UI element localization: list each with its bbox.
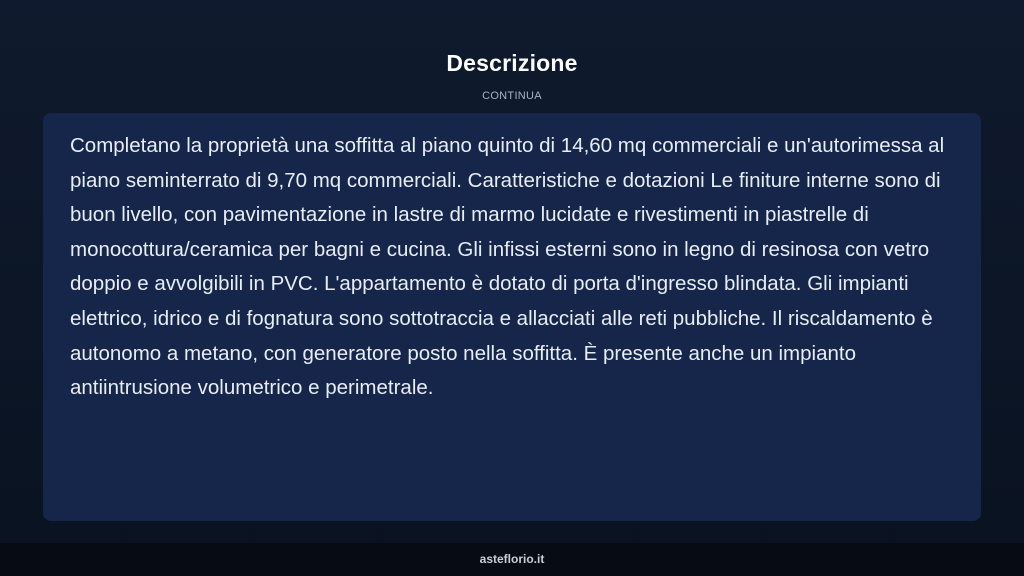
page-subtitle: CONTINUA	[482, 90, 542, 102]
page-title: Descrizione	[446, 50, 578, 76]
description-card	[43, 113, 981, 521]
footer-bar	[0, 543, 1024, 576]
footer-site-name: asteflorio.it	[479, 552, 545, 566]
description-text: Completano la proprietà una soffitta al piano quinto di 14,60 mq commerciali e un'autorimessa al piano seminterrato di 9,70 mq commerciali. Caratteristiche e dotazioni Le finiture interne sono di buon livello, con pavimentazione in lastre di marmo lucidate e rivestimenti in piastrelle di monocottura/ceramica per bagni e cucina. Gli infissi esterni sono in legno di resinosa con vetro doppio e avvolgibili in PVC. L'appartamento è dotato di porta d'ingresso blindata. Gli impianti elettrico, idrico e di fognatura sono sottotraccia e allacciati alle reti pubbliche. Il riscaldamento è autonomo a metano, con generatore posto nella soffitta. È presente anche un impianto antiintrusione volumetrico e perimetrale.	[70, 134, 945, 400]
